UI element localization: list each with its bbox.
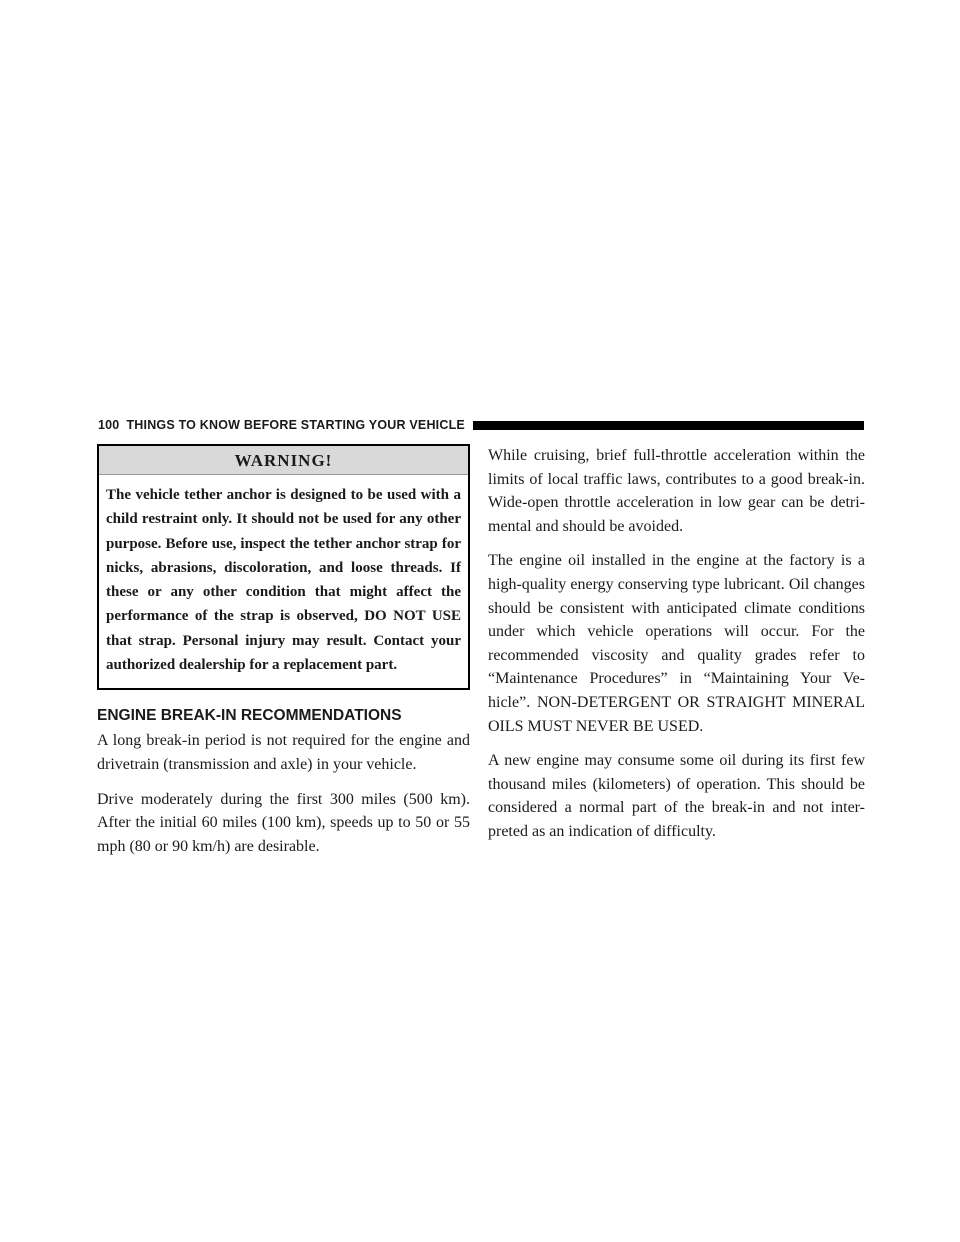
header-rule bbox=[473, 421, 864, 430]
section-heading: ENGINE BREAK-IN RECOMMENDATIONS bbox=[97, 707, 402, 725]
page-number: 100 bbox=[98, 418, 120, 432]
right-column bbox=[488, 444, 865, 855]
page-header bbox=[98, 416, 864, 434]
warning-title: WARNING! bbox=[99, 446, 468, 475]
warning-text: The vehicle tether anchor is designed to be used with a child restraint only. It should not be used for any other purpose. Before use, inspect the tether anchor strap for nicks, abrasions, discoloration, and loose threads. If these or any other condition that might affect the performance of the strap is observed, DO NOT USE that strap. Personal injury may result. Contact your authorized dealership for a replacement part. bbox=[106, 487, 461, 674]
paragraph: A long break-in period is not required for the engine and drivetrain (transmission and axle) in your vehicle. bbox=[97, 732, 470, 773]
paragraph: A new engine may consume some oil during its first few thousand miles (kilometers) of operation. This should be considered a normal part of the break-in and not inter-preted as an indication of difficulty. bbox=[488, 752, 865, 840]
paragraph: Drive moderately during the first 300 miles (500 km). After the initial 60 miles (100 km), speeds up to 50 or 55 mph (80 or 90 km/h) are desirable. bbox=[97, 790, 470, 855]
paragraph: While cruising, brief full-throttle acceleration within the limits of local traffic laws, contributes to a good break-in. Wide-open throttle acceleration in low gear can be detri-mental and should be avoided. bbox=[488, 447, 865, 535]
section-title: THINGS TO KNOW BEFORE STARTING YOUR VEHICLE bbox=[126, 418, 465, 432]
left-column bbox=[97, 444, 470, 869]
warning-box bbox=[97, 444, 470, 690]
paragraph: The engine oil installed in the engine at the factory is a high-quality energy conserving type lubricant. Oil changes should be consistent with anticipated climate conditions under which vehicle operations will occur. For the recommended viscosity and quality grades refer to “Maintenance Procedures” in “Maintaining Your Ve-hicle”. NON-DETERGENT OR STRAIGHT MINERAL OILS MUST NEVER BE USED. bbox=[488, 552, 865, 735]
